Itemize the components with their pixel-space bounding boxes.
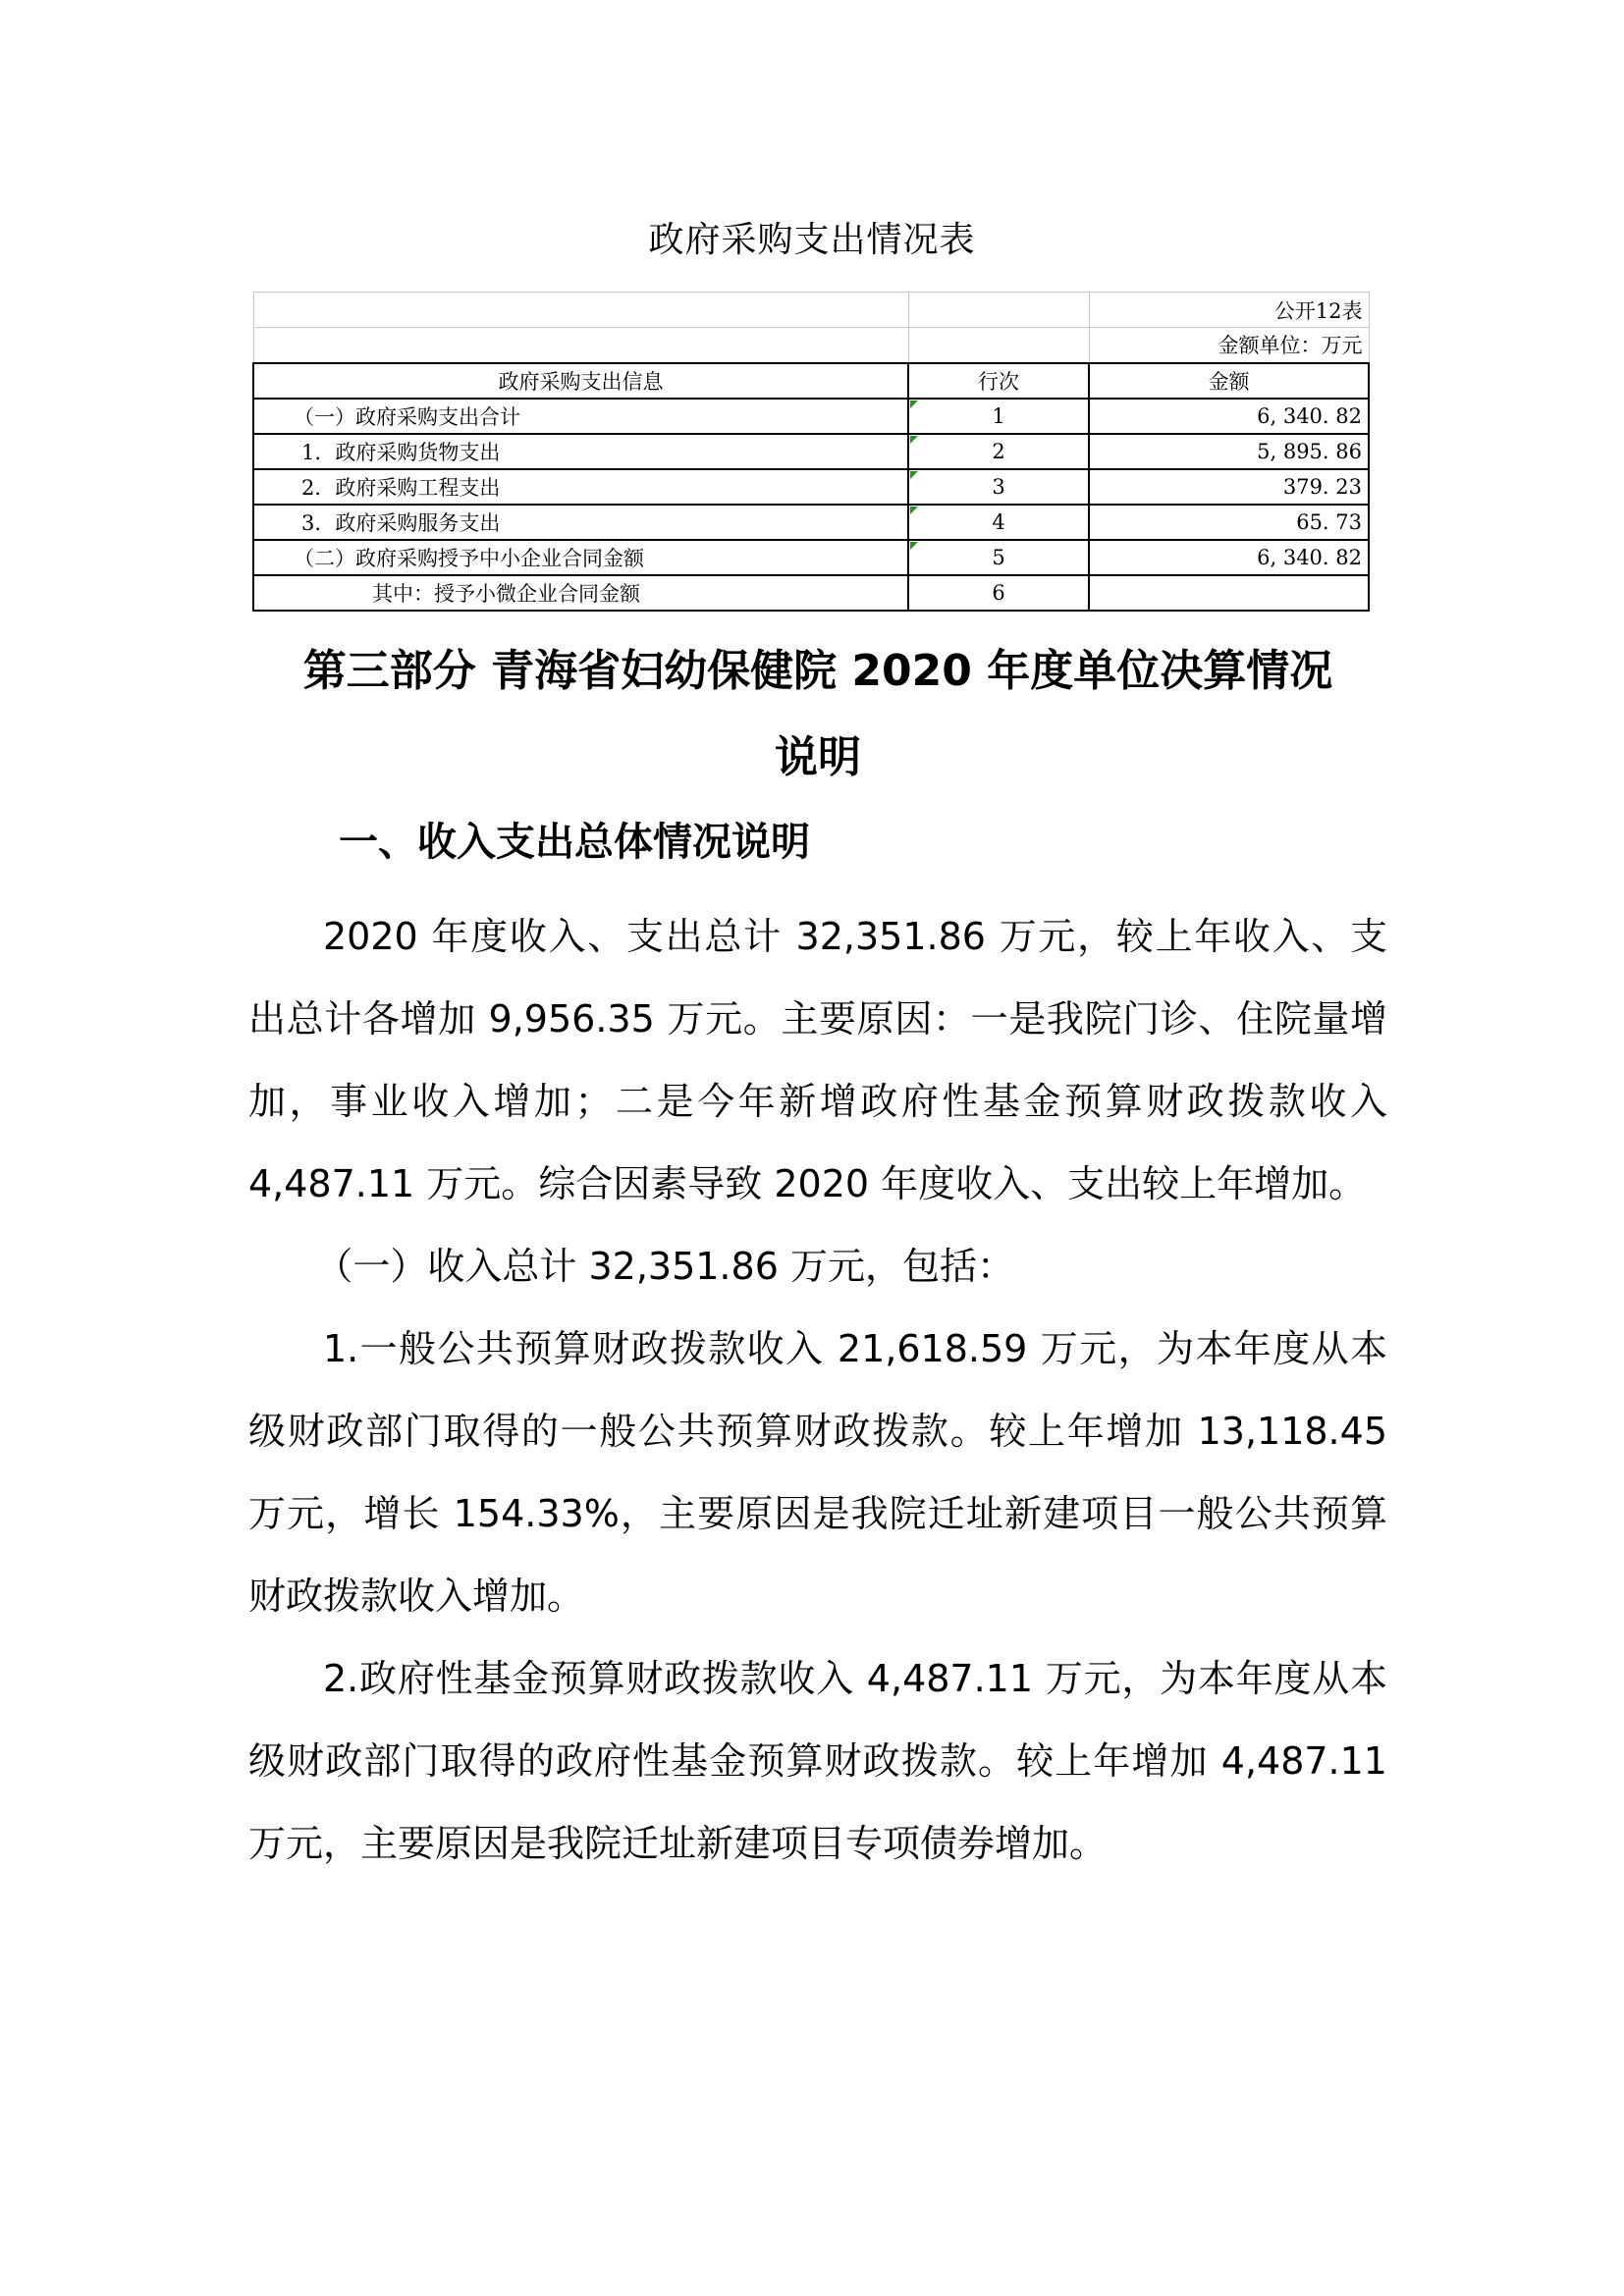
row-name: （二）政府采购授予中小企业合同金额 (253, 540, 908, 575)
row-name: 其中：授予小微企业合同金额 (253, 575, 908, 611)
meta-empty-cell (253, 328, 908, 363)
section-title-line2: 说明 (775, 732, 861, 782)
section-title-line1: 第三部分 青海省妇幼保健院 2020 年度单位决算情况 (302, 646, 1333, 696)
row-name: 3．政府采购服务支出 (253, 505, 908, 540)
table-header-row (253, 363, 1369, 399)
meta-empty-cell (908, 293, 1089, 328)
header-amount: 金额 (1089, 363, 1369, 399)
row-number: 5 (992, 545, 1005, 569)
table-row (253, 469, 1369, 505)
table-title: 政府采购支出情况表 (648, 220, 976, 260)
paragraph: 2020 年度收入、支出总计 32,351.86 万元，较上年收入、支出总计各增加 9,956.35 万元。主要原因：一是我院门诊、住院量增加，事业收入增加；二是今年新增政府性基金预算财政拨款收入 4,487.11 万元。综合因素导致 2020 年度收入、支出较上年增加。 (248, 915, 1387, 1205)
row-name: 1．政府采购货物支出 (253, 434, 908, 469)
header-info: 政府采购支出信息 (253, 363, 908, 399)
row-amount: 379. 23 (1089, 469, 1369, 505)
row-number: 4 (992, 509, 1005, 534)
row-number: 6 (992, 580, 1005, 605)
cell-flag-icon (910, 471, 918, 479)
row-number-cell (908, 540, 1089, 575)
table-meta-row (253, 293, 1369, 328)
paragraph: 1.一般公共预算财政拨款收入 21,618.59 万元，为本年度从本级财政部门取得的一般公共预算财政拨款。较上年增加 13,118.45 万元，增长 154.33%，主要原因是我院迁址新建项目一般公共预算财政拨款收入增加。 (248, 1327, 1387, 1618)
row-number-cell (908, 399, 1089, 434)
table-meta-row (253, 328, 1369, 363)
table-row (253, 575, 1369, 611)
paragraph: （一）收入总计 32,351.86 万元，包括： (315, 1245, 1014, 1288)
header-row-no: 行次 (908, 363, 1089, 399)
meta-empty-cell (253, 293, 908, 328)
cell-flag-icon (910, 542, 918, 550)
row-number-cell (908, 469, 1089, 505)
row-number: 3 (992, 474, 1005, 499)
cell-flag-icon (910, 436, 918, 444)
procurement-table (252, 292, 1370, 612)
meta-empty-cell (908, 328, 1089, 363)
section-title (248, 628, 1387, 801)
row-name: （一）政府采购支出合计 (253, 399, 908, 434)
table-row (253, 505, 1369, 540)
cell-flag-icon (910, 400, 918, 408)
table-row (253, 434, 1369, 469)
row-amount: 65. 73 (1089, 505, 1369, 540)
row-amount (1089, 575, 1369, 611)
subsection-heading: 一、收入支出总体情况说明 (339, 820, 810, 865)
table-row (253, 540, 1369, 575)
table-unit: 金额单位：万元 (1089, 328, 1369, 363)
row-number: 2 (992, 439, 1005, 463)
row-amount: 5, 895. 86 (1089, 434, 1369, 469)
paragraph: 2.政府性基金预算财政拨款收入 4,487.11 万元，为本年度从本级财政部门取得的政府性基金预算财政拨款。较上年增加 4,487.11 万元，主要原因是我院迁址新建项目专项债券增加。 (248, 1657, 1387, 1865)
row-name: 2．政府采购工程支出 (253, 469, 908, 505)
cell-flag-icon (910, 507, 918, 514)
body-text (248, 895, 1387, 1885)
row-amount: 6, 340. 82 (1089, 399, 1369, 434)
row-number-cell (908, 575, 1089, 611)
row-number-cell (908, 434, 1089, 469)
row-number: 1 (992, 403, 1005, 428)
table-number: 公开12表 (1089, 293, 1369, 328)
row-amount: 6, 340. 82 (1089, 540, 1369, 575)
row-number-cell (908, 505, 1089, 540)
table-row (253, 399, 1369, 434)
